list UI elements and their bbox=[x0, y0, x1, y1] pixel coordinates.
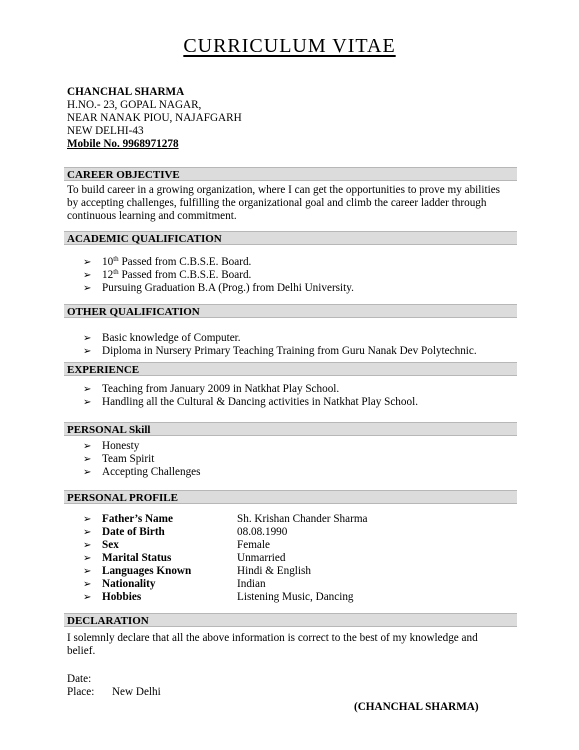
arrow-bullet-icon: ➢ bbox=[83, 441, 92, 452]
place-line bbox=[67, 686, 161, 699]
arrow-bullet-icon: ➢ bbox=[83, 467, 92, 478]
experience-list bbox=[83, 383, 418, 409]
list-item: ➢ Handling all the Cultural & Dancing activities in Natkhat Play School. bbox=[83, 396, 418, 408]
place-value: New Delhi bbox=[111, 686, 161, 698]
section-heading-personal-skill: PERSONAL Skill bbox=[64, 422, 517, 436]
list-item: ➢ Pursuing Graduation B.A (Prog.) from Delhi University. bbox=[83, 282, 354, 294]
profile-label: Father’s Name bbox=[102, 513, 173, 525]
profile-label: Hobbies bbox=[102, 591, 142, 603]
arrow-bullet-icon: ➢ bbox=[83, 514, 92, 525]
mobile-number: Mobile No. 9968971278 bbox=[67, 138, 179, 150]
profile-label: Marital Status bbox=[102, 552, 172, 564]
list-item: ➢ Accepting Challenges bbox=[83, 466, 201, 478]
arrow-bullet-icon: ➢ bbox=[83, 527, 92, 538]
arrow-bullet-icon: ➢ bbox=[83, 384, 92, 395]
section-heading-career-objective: CAREER OBJECTIVE bbox=[64, 167, 517, 181]
list-item: ➢ Honesty bbox=[83, 440, 140, 452]
arrow-bullet-icon: ➢ bbox=[83, 270, 92, 281]
profile-label: Date of Birth bbox=[102, 526, 165, 538]
profile-row bbox=[83, 513, 368, 526]
arrow-bullet-icon: ➢ bbox=[83, 540, 92, 551]
profile-row bbox=[83, 552, 368, 565]
profile-row bbox=[83, 526, 368, 539]
section-heading-experience: EXPERIENCE bbox=[64, 362, 517, 376]
arrow-bullet-icon: ➢ bbox=[83, 566, 92, 577]
list-item: ➢ Basic knowledge of Computer. bbox=[83, 332, 241, 344]
arrow-bullet-icon: ➢ bbox=[83, 397, 92, 408]
profile-value: 08.08.1990 bbox=[237, 526, 288, 538]
address-line-1: H.NO.- 23, GOPAL NAGAR, bbox=[67, 99, 202, 111]
list-item: ➢ 12th Passed from C.B.S.E. Board. bbox=[83, 268, 252, 281]
profile-value: Hindi & English bbox=[237, 565, 311, 577]
profile-row bbox=[83, 539, 368, 552]
arrow-bullet-icon: ➢ bbox=[83, 454, 92, 465]
address-line-3: NEW DELHI-43 bbox=[67, 125, 144, 137]
other-qualification-list bbox=[83, 332, 477, 358]
arrow-bullet-icon: ➢ bbox=[83, 257, 92, 268]
profile-label: Sex bbox=[102, 539, 119, 551]
profile-value: Indian bbox=[237, 578, 266, 590]
place-label: Place: bbox=[67, 686, 95, 698]
date-label: Date: bbox=[67, 673, 92, 685]
candidate-name: CHANCHAL SHARMA bbox=[67, 86, 185, 98]
section-heading-personal-profile: PERSONAL PROFILE bbox=[64, 490, 517, 504]
arrow-bullet-icon: ➢ bbox=[83, 333, 92, 344]
profile-label: Nationality bbox=[102, 578, 156, 590]
section-heading-declaration: DECLARATION bbox=[64, 613, 517, 627]
declaration-text: I solemnly declare that all the above information is correct to the best of my knowledge and belief. bbox=[67, 632, 478, 657]
signature-name: (CHANCHAL SHARMA) bbox=[354, 701, 479, 713]
page-title: CURRICULUM VITAE bbox=[183, 35, 396, 57]
academic-list bbox=[83, 256, 354, 295]
list-item: ➢ Teaching from January 2009 in Natkhat Play School. bbox=[83, 383, 340, 395]
career-objective-text: To build career in a growing organization, where I can get the opportunities to prove my abilities by accepting challenges, fulfilling the organizational goal and climb the career ladder through continuous learning and commitment. bbox=[67, 184, 501, 222]
profile-value: Listening Music, Dancing bbox=[237, 591, 354, 603]
section-heading-other-qualification: OTHER QUALIFICATION bbox=[64, 304, 517, 318]
profile-row bbox=[83, 578, 368, 591]
arrow-bullet-icon: ➢ bbox=[83, 579, 92, 590]
arrow-bullet-icon: ➢ bbox=[83, 592, 92, 603]
address-line-2: NEAR NANAK PIOU, NAJAFGARH bbox=[67, 112, 242, 124]
list-item: ➢ 10th Passed from C.B.S.E. Board. bbox=[83, 255, 252, 268]
profile-label: Languages Known bbox=[102, 565, 192, 577]
list-item: ➢ Team Spirit bbox=[83, 453, 155, 465]
profile-row bbox=[83, 565, 368, 578]
profile-value: Unmarried bbox=[237, 552, 286, 564]
arrow-bullet-icon: ➢ bbox=[83, 346, 92, 357]
list-item: ➢ Diploma in Nursery Primary Teaching Training from Guru Nanak Dev Polytechnic. bbox=[83, 345, 477, 357]
personal-profile-table bbox=[83, 513, 368, 604]
arrow-bullet-icon: ➢ bbox=[83, 553, 92, 564]
arrow-bullet-icon: ➢ bbox=[83, 283, 92, 294]
contact-block bbox=[67, 86, 242, 151]
section-heading-academic: ACADEMIC QUALIFICATION bbox=[64, 231, 517, 245]
profile-value: Sh. Krishan Chander Sharma bbox=[237, 513, 368, 525]
profile-value: Female bbox=[237, 539, 270, 551]
profile-row bbox=[83, 591, 368, 604]
skill-list bbox=[83, 440, 200, 479]
